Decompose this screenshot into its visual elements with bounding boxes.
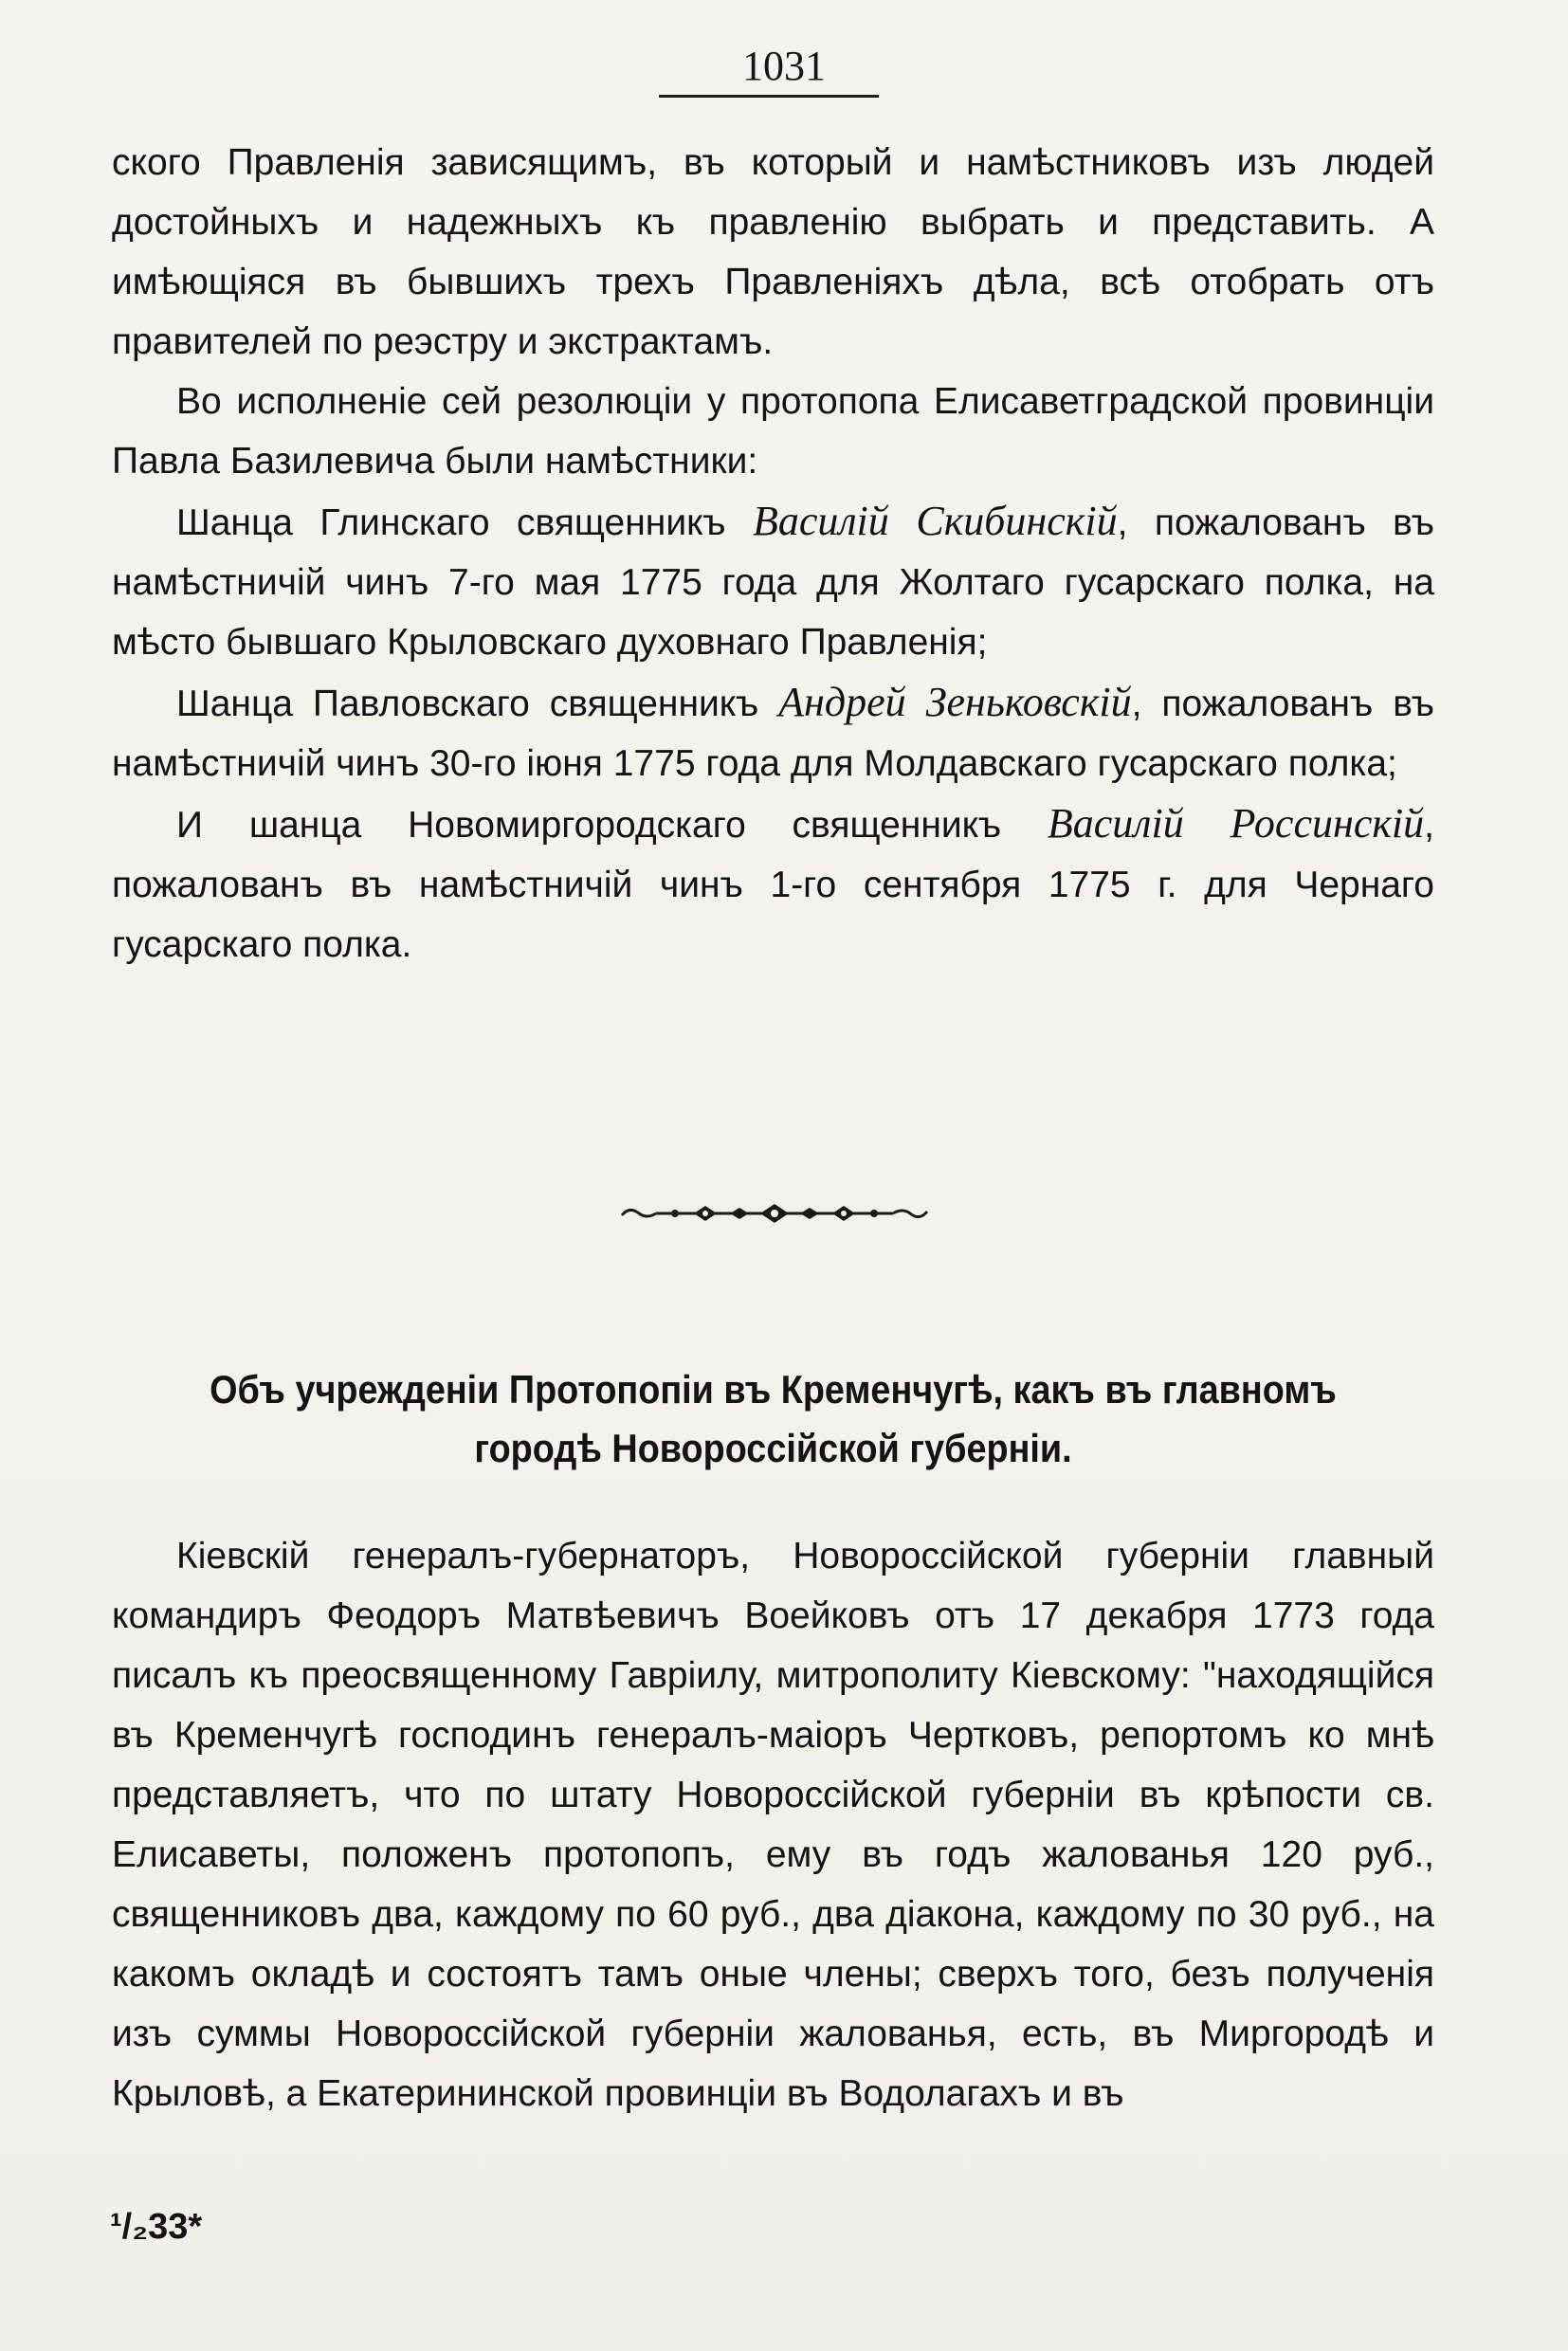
paragraph-zenkovsky-post: , пожалованъ въ намѣстничій чинъ 30-го іюня 1775 года для Молдавскаго гусарскаго полка; bbox=[112, 683, 1435, 784]
ornamental-divider bbox=[618, 1196, 931, 1230]
person-name-skibinsky: Василій Скибинскій bbox=[752, 498, 1118, 544]
paragraph-rossinsky-pre: И шанца Новомиргородскаго священникъ bbox=[176, 805, 1048, 846]
paragraph-skibinsky-pre: Шанца Глинскаго священникъ bbox=[176, 502, 753, 543]
printer-signature-mark: ¹/₂33* bbox=[110, 2207, 203, 2247]
paragraph-rossinsky bbox=[112, 793, 1434, 975]
paragraph-skibinsky bbox=[112, 491, 1434, 672]
paragraph-resolution: Во исполненіе сей резолюціи у протопопа Елисаветградской провинціи Павла Базилевича были намѣстники: bbox=[112, 381, 1434, 482]
section-heading bbox=[178, 1360, 1369, 1478]
paragraph-rossinsky-post: , пожалованъ въ намѣстничій чинъ 1-го сентября 1775 г. для Чернаго гусарскаго полка. bbox=[112, 805, 1434, 965]
paragraph-zenkovsky bbox=[112, 672, 1434, 793]
top-text-block bbox=[112, 133, 1434, 975]
person-name-zenkovsky: Андрей Зеньковскій bbox=[778, 679, 1132, 725]
paragraph-continuation: ского Правленія зависящимъ, въ который и намѣстниковъ изъ людей достойныхъ и надежныхъ къ правленію выбрать и представить. А имѣющіяся въ бывшихъ трехъ Правленіяхъ дѣла, всѣ отобрать отъ правителей по реэстру и экстрактамъ. bbox=[112, 142, 1434, 362]
person-name-rossinsky: Василій Россинскій bbox=[1047, 800, 1425, 847]
paragraph-skibinsky-post: , пожалованъ въ намѣстничій чинъ 7-го мая 1775 года для Жолтаго гусарскаго полка, на мѣсто бывшаго Крыловскаго духовнаго Правленія; bbox=[112, 502, 1434, 663]
section-heading-line-2: городѣ Новороссійской губерніи. bbox=[474, 1426, 1072, 1470]
page-number-underline bbox=[659, 95, 879, 98]
section-heading-line-1: Объ учрежденіи Протопопіи въ Кременчугѣ, какъ въ главномъ bbox=[210, 1367, 1337, 1412]
page-number: 1031 bbox=[742, 43, 826, 89]
paragraph-zenkovsky-pre: Шанца Павловскаго священникъ bbox=[176, 683, 779, 724]
section-body-paragraph: Кіевскій генералъ-губернаторъ, Новороссійской губерніи главный командиръ Феодоръ Матвѣевичъ Воейковъ отъ 17 декабря 1773 года писалъ къ преосвященному Гавріилу, митрополиту Кіевскому: "находящійся въ Кременчугѣ господинъ генералъ-маіоръ Чертковъ, репортомъ ко мнѣ представляетъ, что по штату Новороссійской губерніи въ крѣпости св. Елисаветы, положенъ протопопъ, ему въ годъ жалованья 120 руб., священниковъ два, каждому по 60 руб., два діакона, каждому по 30 руб., на какомъ окладѣ и состоятъ тамъ оные члены; сверхъ того, безъ полученія изъ суммы Новороссійской губерніи жалованья, есть, въ Миргородѣ и Крыловѣ, а Екатерининской провинціи въ Водолагахъ и въ bbox=[112, 1536, 1434, 2114]
section-body-block bbox=[112, 1526, 1434, 2123]
